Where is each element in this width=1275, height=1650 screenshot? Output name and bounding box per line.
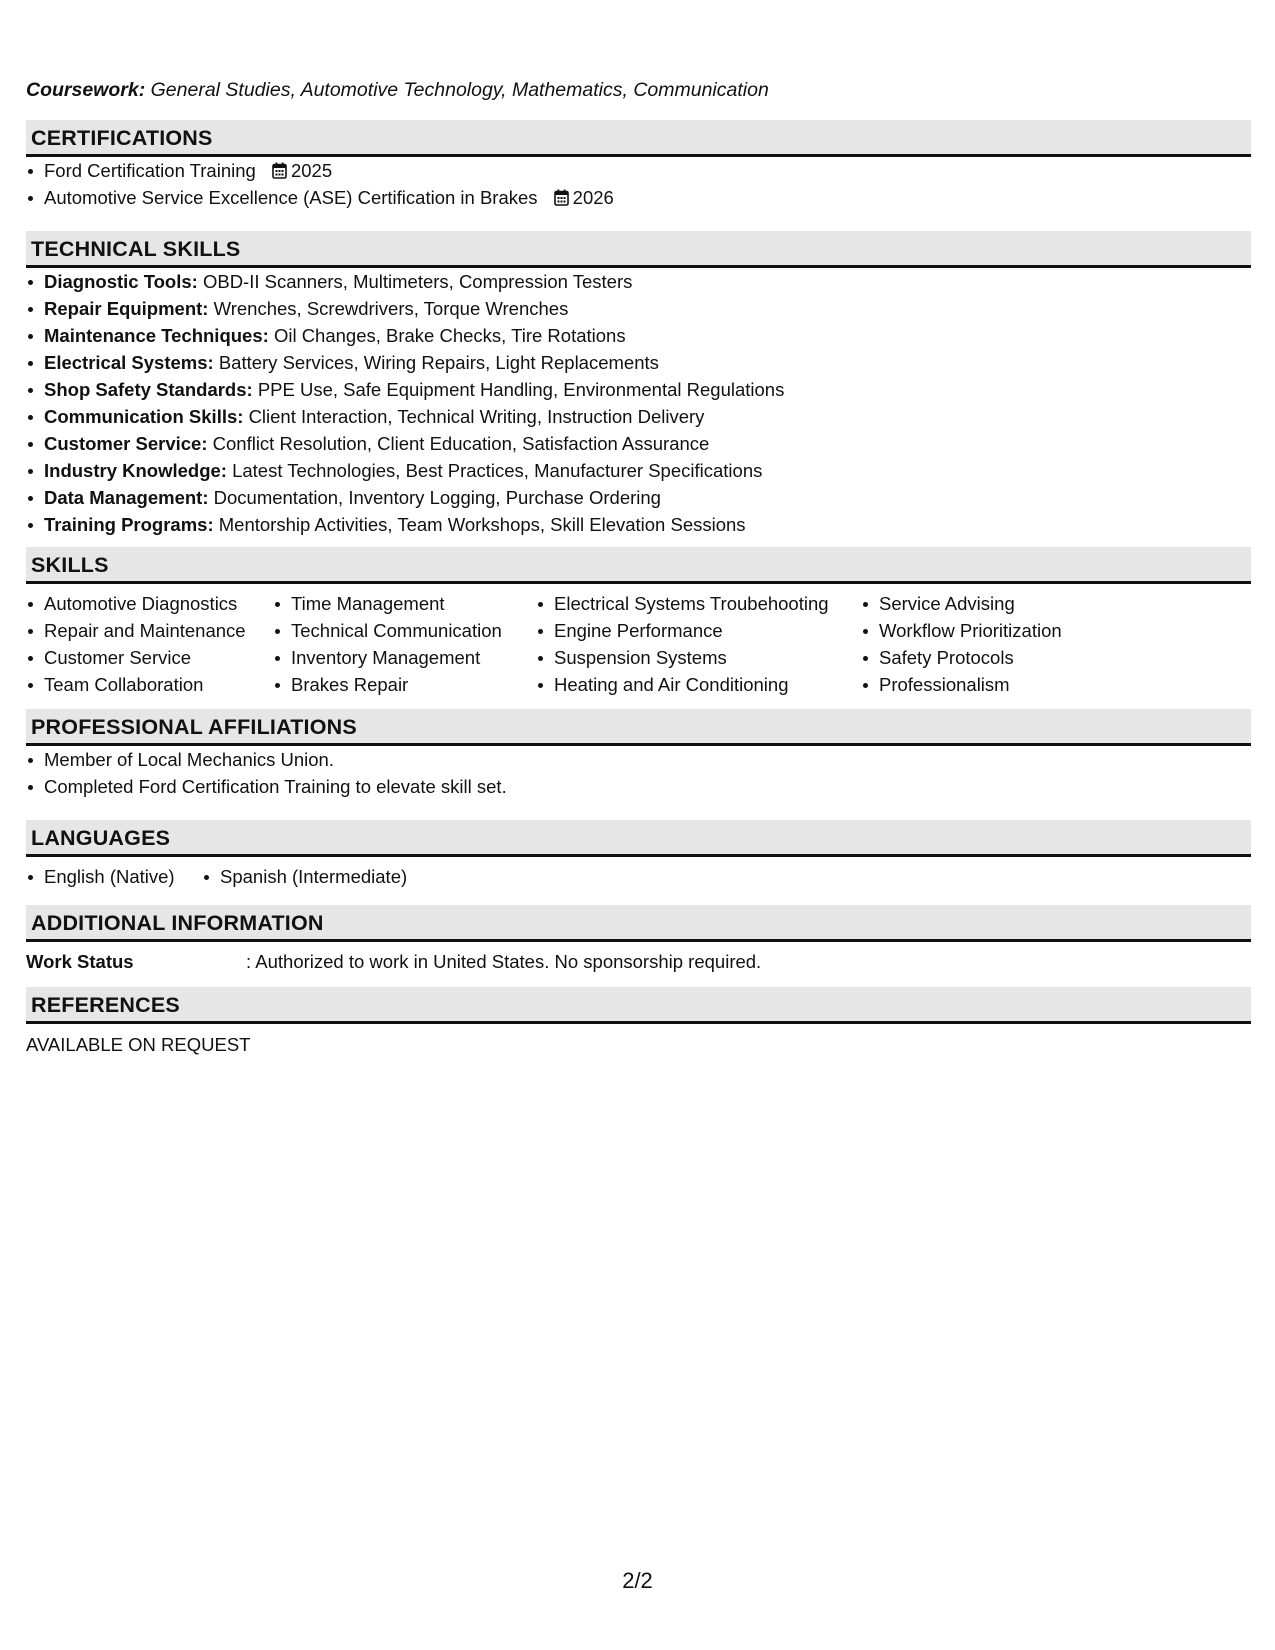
technical-skills-list: [26, 268, 1251, 538]
calendar-icon: [554, 189, 569, 206]
technical-skill-item: [26, 430, 1251, 457]
technical-skill-item: [26, 349, 1251, 376]
technical-skill-value: PPE Use, Safe Equipment Handling, Environmental Regulations: [257, 379, 785, 400]
language-list: [202, 863, 407, 890]
technical-skill-value: Battery Services, Wiring Repairs, Light Replacements: [218, 352, 659, 373]
certification-item: [26, 157, 1251, 184]
technical-skill-key: Communication Skills:: [44, 406, 244, 427]
technical-skill-value: Mentorship Activities, Team Workshops, Skill Elevation Sessions: [218, 514, 746, 535]
skills-grid: [26, 590, 1251, 700]
coursework-line: [26, 79, 769, 102]
technical-skill-key: Training Programs:: [44, 514, 214, 535]
language-item: English (Native): [26, 863, 175, 890]
technical-skill-value: Client Interaction, Technical Writing, Instruction Delivery: [248, 406, 705, 427]
coursework-value: General Studies, Automotive Technology, Mathematics, Communication: [150, 79, 769, 101]
technical-skill-key: Diagnostic Tools:: [44, 271, 198, 292]
affiliations-section: [26, 709, 1251, 800]
coursework-label: Coursework:: [26, 79, 146, 101]
skill-item: Service Advising: [861, 590, 1062, 617]
skills-column: [861, 590, 1062, 698]
skills-column: [536, 590, 829, 698]
certifications-list: [26, 157, 1251, 211]
skill-item: Engine Performance: [536, 617, 829, 644]
affiliations-list: [26, 746, 1251, 800]
technical-skill-value: Wrenches, Screwdrivers, Torque Wrenches: [213, 298, 569, 319]
skills-section: [26, 547, 1251, 700]
calendar-icon: [272, 162, 287, 179]
page-number: 2/2: [622, 1568, 653, 1593]
skill-item: Workflow Prioritization: [861, 617, 1062, 644]
technical-skills-section: [26, 231, 1251, 538]
technical-skill-value: Conflict Resolution, Client Education, Satisfaction Assurance: [212, 433, 710, 454]
technical-skill-value: Oil Changes, Brake Checks, Tire Rotations: [273, 325, 626, 346]
technical-skill-key: Customer Service:: [44, 433, 208, 454]
skill-item: Professionalism: [861, 671, 1062, 698]
skill-item: Heating and Air Conditioning: [536, 671, 829, 698]
certification-name: Ford Certification Training: [44, 160, 256, 181]
certification-year: 2025: [290, 160, 333, 181]
certification-item: [26, 184, 1251, 211]
technical-skill-item: [26, 511, 1251, 538]
section-header-certifications: CERTIFICATIONS: [26, 120, 1251, 157]
section-header-additional-info: ADDITIONAL INFORMATION: [26, 905, 1251, 942]
technical-skill-item: [26, 295, 1251, 322]
skill-item: Technical Communication: [273, 617, 502, 644]
affiliation-item: Member of Local Mechanics Union.: [26, 746, 1251, 773]
technical-skill-value: Documentation, Inventory Logging, Purchase Ordering: [213, 487, 661, 508]
technical-skill-key: Electrical Systems:: [44, 352, 214, 373]
technical-skill-key: Repair Equipment:: [44, 298, 209, 319]
work-status-value: : Authorized to work in United States. No sponsorship required.: [246, 951, 762, 972]
certifications-section: [26, 120, 1251, 211]
technical-skill-item: [26, 484, 1251, 511]
additional-info-section: [26, 905, 1251, 975]
technical-skill-value: Latest Technologies, Best Practices, Manufacturer Specifications: [232, 460, 763, 481]
references-section: [26, 987, 1251, 1058]
work-status-label: Work Status: [26, 951, 134, 972]
skill-item: Suspension Systems: [536, 644, 829, 671]
skills-column: [26, 590, 246, 698]
technical-skill-item: [26, 322, 1251, 349]
technical-skill-key: Maintenance Techniques:: [44, 325, 269, 346]
skill-item: Automotive Diagnostics: [26, 590, 246, 617]
references-text: AVAILABLE ON REQUEST: [26, 1034, 251, 1055]
technical-skill-item: [26, 457, 1251, 484]
certification-name: Automotive Service Excellence (ASE) Certification in Brakes: [44, 187, 538, 208]
technical-skill-item: [26, 403, 1251, 430]
section-header-affiliations: PROFESSIONAL AFFILIATIONS: [26, 709, 1251, 746]
languages-row: [26, 863, 1251, 890]
certification-year: 2026: [572, 187, 614, 208]
section-header-languages: LANGUAGES: [26, 820, 1251, 857]
section-header-skills: SKILLS: [26, 547, 1251, 584]
skill-item: Customer Service: [26, 644, 246, 671]
languages-section: [26, 820, 1251, 890]
skill-item: Repair and Maintenance: [26, 617, 246, 644]
language-item: Spanish (Intermediate): [202, 863, 407, 890]
section-header-references: REFERENCES: [26, 987, 1251, 1024]
technical-skill-item: [26, 376, 1251, 403]
skill-item: Team Collaboration: [26, 671, 246, 698]
technical-skill-key: Industry Knowledge:: [44, 460, 227, 481]
technical-skill-value: OBD-II Scanners, Multimeters, Compression Testers: [202, 271, 633, 292]
section-header-technical-skills: TECHNICAL SKILLS: [26, 231, 1251, 268]
language-list: [26, 863, 175, 890]
skill-item: Time Management: [273, 590, 502, 617]
skill-item: Safety Protocols: [861, 644, 1062, 671]
technical-skill-key: Shop Safety Standards:: [44, 379, 253, 400]
work-status-row: [26, 948, 1251, 975]
technical-skill-item: [26, 268, 1251, 295]
affiliation-item: Completed Ford Certification Training to elevate skill set.: [26, 773, 1251, 800]
skills-column: [273, 590, 502, 698]
skill-item: Brakes Repair: [273, 671, 502, 698]
skill-item: Electrical Systems Troubehooting: [536, 590, 829, 617]
technical-skill-key: Data Management:: [44, 487, 209, 508]
skill-item: Inventory Management: [273, 644, 502, 671]
